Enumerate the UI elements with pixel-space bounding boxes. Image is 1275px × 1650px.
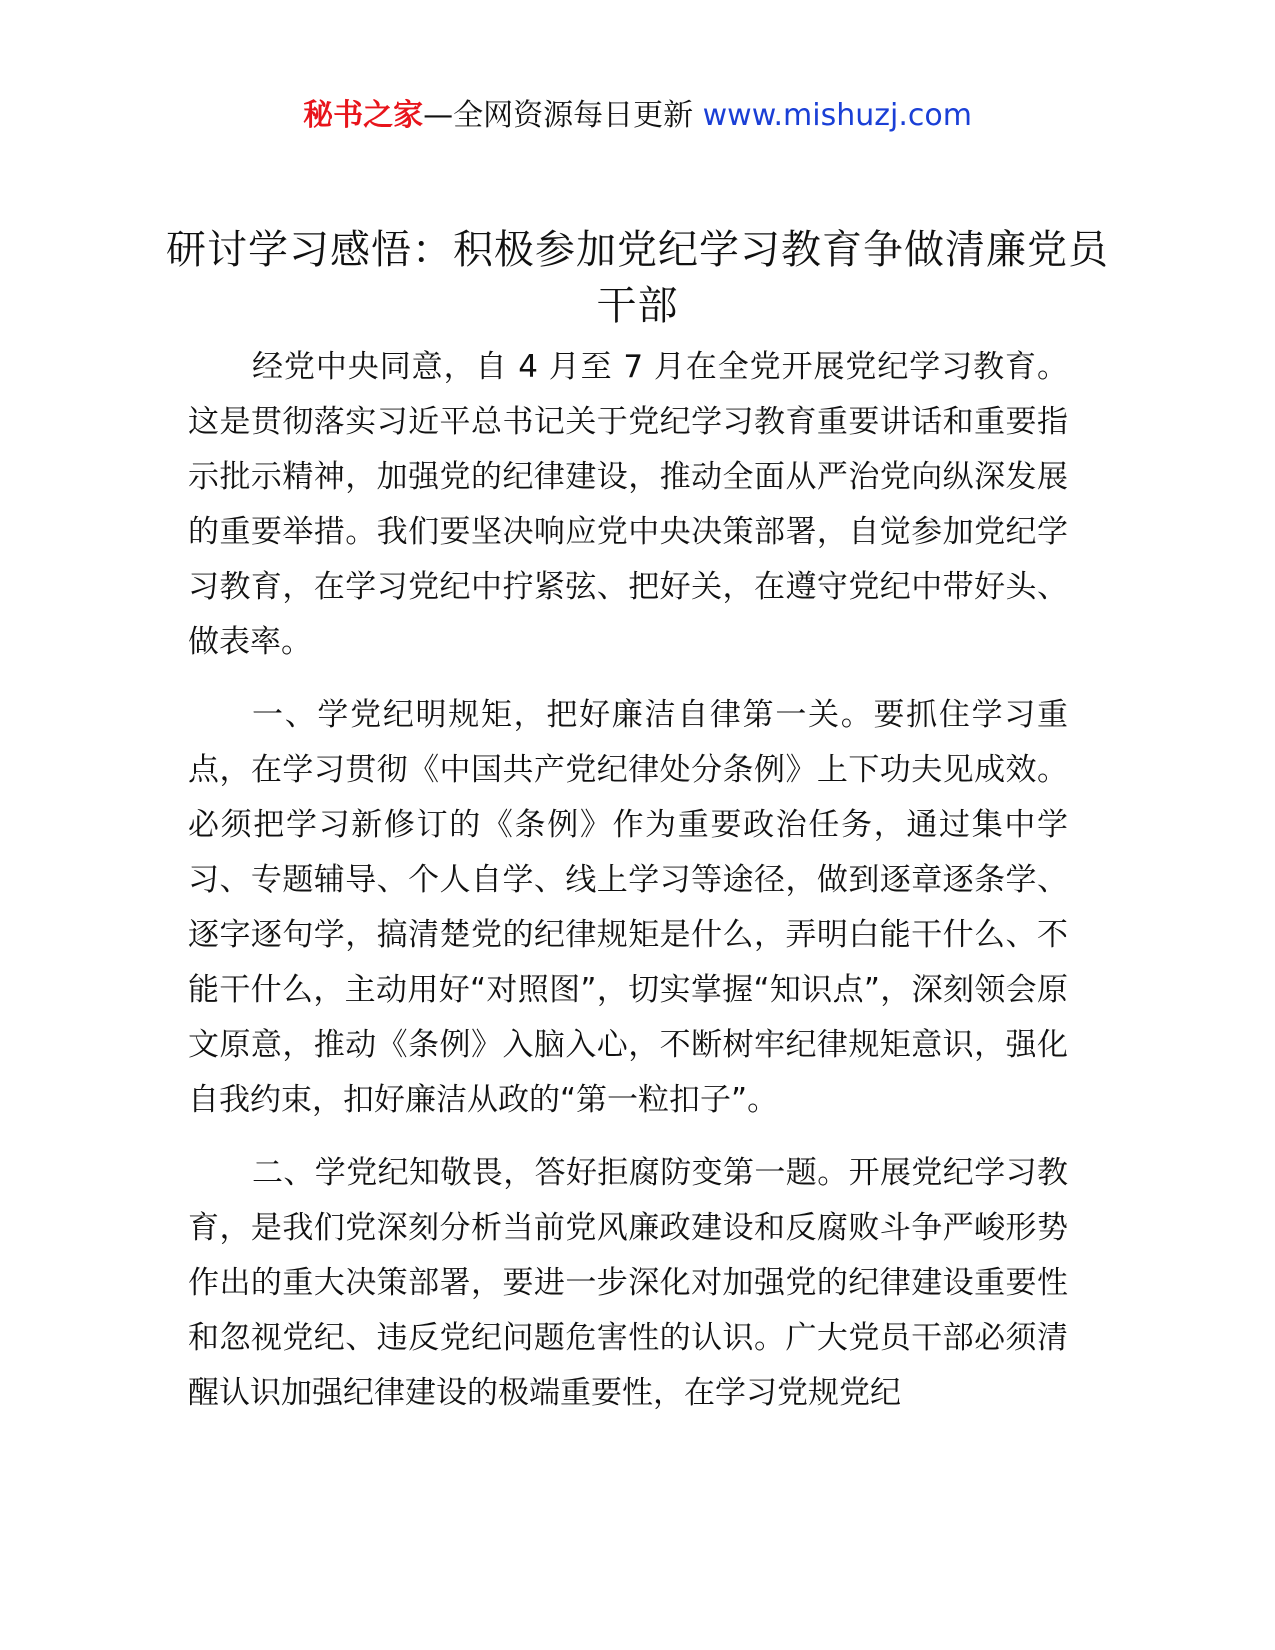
site-brand: 秘书之家 xyxy=(303,98,424,133)
site-tagline: —全网资源每日更新 xyxy=(423,98,703,133)
document-title: 研讨学习感悟：积极参加党纪学习教育争做清廉党员干部 xyxy=(166,227,1109,329)
paragraph-section-1: 一、学党纪明规矩，把好廉洁自律第一关。要抓住学习重点，在学习贯彻《中国共产党纪律处分条例》上下功夫见成效。必须把学习新修订的《条例》作为重要政治任务，通过集中学习、专题辅导、个人自学、线上学习等途径，做到逐章逐条学、逐字逐句学，搞清楚党的纪律规矩是什么，弄明白能干什么、不能干什么，主动用好“对照图”，切实掌握“知识点”，深刻领会原文原意，推动《条例》入脑入心，不断树牢纪律规矩意识，强化自我约束，扣好廉洁从政的“第一粒扣子”。 xyxy=(188,697,1068,1118)
site-header xyxy=(0,96,1275,136)
document-body xyxy=(188,340,1068,1439)
paragraph-intro: 经党中央同意，自 4 月至 7 月在全党开展党纪学习教育。这是贯彻落实习近平总书记关于党纪学习教育重要讲话和重要指示批示精神，加强党的纪律建设，推动全面从严治党向纵深发展的重要举措。我们要坚决响应党中央决策部署，自觉参加党纪学习教育，在学习党纪中拧紧弦、把好关，在遵守党纪中带好头、做表率。 xyxy=(188,349,1068,660)
site-url-link[interactable]: www.mishuzj.com xyxy=(702,98,972,133)
paragraph-section-2: 二、学党纪知敬畏，答好拒腐防变第一题。开展党纪学习教育，是我们党深刻分析当前党风廉政建设和反腐败斗争严峻形势作出的重大决策部署，要进一步深化对加强党的纪律建设重要性和忽视党纪、违反党纪问题危害性的认识。广大党员干部必须清醒认识加强纪律建设的极端重要性，在学习党规党纪 xyxy=(188,1155,1068,1411)
